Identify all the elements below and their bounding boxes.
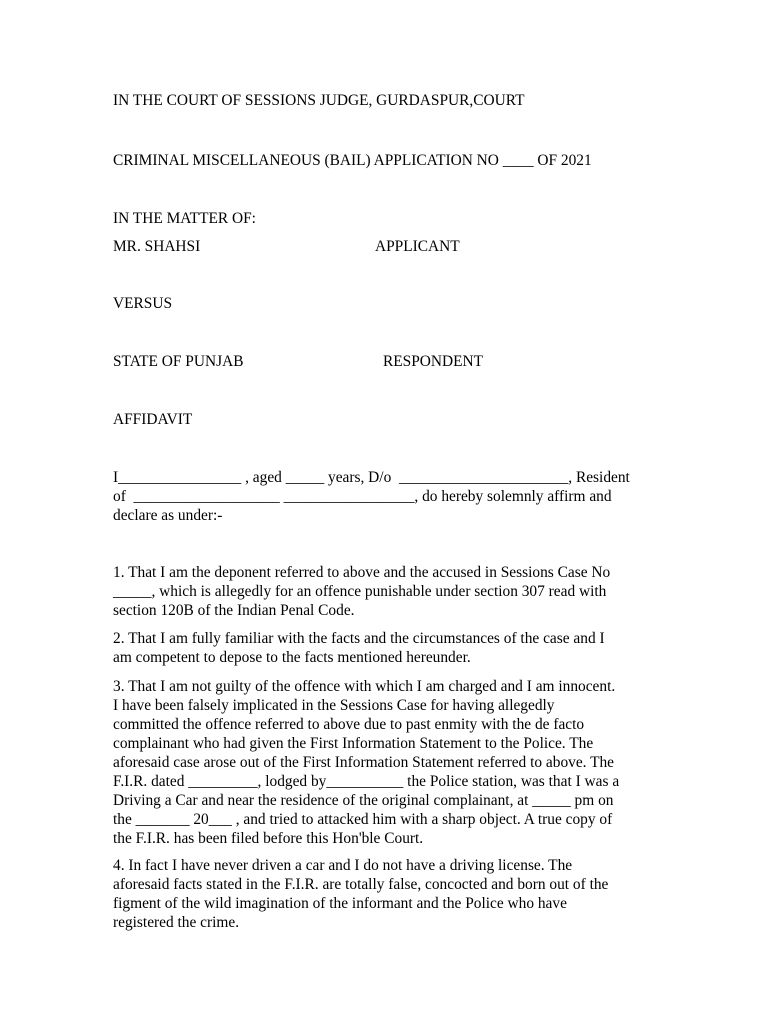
intro-line: declare as under:- [113,507,223,524]
paragraph-line: Driving a Car and near the residence of the original complainant, at _____ pm on [113,792,614,809]
applicant-role: APPLICANT [375,238,460,255]
paragraph-line: _____, which is allegedly for an offence punishable under section 307 read with [113,583,607,600]
versus-label: VERSUS [113,295,173,312]
court-heading: IN THE COURT OF SESSIONS JUDGE, GURDASPUR,COURT [113,92,525,109]
paragraph-line: the _______ 20___ , and tried to attacked him with a sharp object. A true copy of [113,811,613,828]
paragraph-line: registered the crime. [113,914,240,931]
paragraph-line: complainant who had given the First Information Statement to the Police. The [113,735,594,752]
paragraph-line: figment of the wild imagination of the informant and the Police who have [113,895,567,912]
paragraph-2 [113,629,688,667]
applicant-name: MR. SHAHSI [113,238,201,255]
paragraph-line: section 120B of the Indian Penal Code. [113,602,355,619]
paragraph-line: am competent to depose to the facts mentioned hereunder. [113,649,471,666]
paragraph-3 [113,677,688,848]
intro-line: of ___________________ _________________, do hereby solemnly affirm and [113,488,612,505]
intro-paragraph [113,468,688,525]
affidavit-title: AFFIDAVIT [113,411,193,428]
application-line: CRIMINAL MISCELLANEOUS (BAIL) APPLICATION NO ____ OF 2021 [113,152,592,169]
paragraph-line: 1. That I am the deponent referred to above and the accused in Sessions Case No [113,564,611,581]
respondent-name: STATE OF PUNJAB [113,353,244,370]
paragraph-line: 2. That I am fully familiar with the facts and the circumstances of the case and I [113,630,605,647]
paragraph-line: the F.I.R. has been filed before this Hon'ble Court. [113,830,424,847]
paragraph-line: I have been falsely implicated in the Sessions Case for having allegedly [113,697,555,714]
paragraph-line: committed the offence referred to above due to past enmity with the de facto [113,716,585,733]
paragraph-line: aforesaid case arose out of the First Information Statement referred to above. The [113,754,615,771]
paragraph-line: 4. In fact I have never driven a car and I do not have a driving license. The [113,857,573,874]
paragraph-line: 3. That I am not guilty of the offence with which I am charged and I am innocent. [113,678,616,695]
paragraph-1 [113,563,688,620]
paragraph-line: F.I.R. dated _________, lodged by__________ the Police station, was that I was a [113,773,620,790]
paragraph-line: aforesaid facts stated in the F.I.R. are totally false, concocted and born out of the [113,876,609,893]
in-the-matter-of: IN THE MATTER OF: [113,210,256,227]
intro-line: I________________ , aged _____ years, D/o ______________________, Resident [113,469,630,486]
paragraph-4 [113,856,688,932]
respondent-role: RESPONDENT [383,353,484,370]
